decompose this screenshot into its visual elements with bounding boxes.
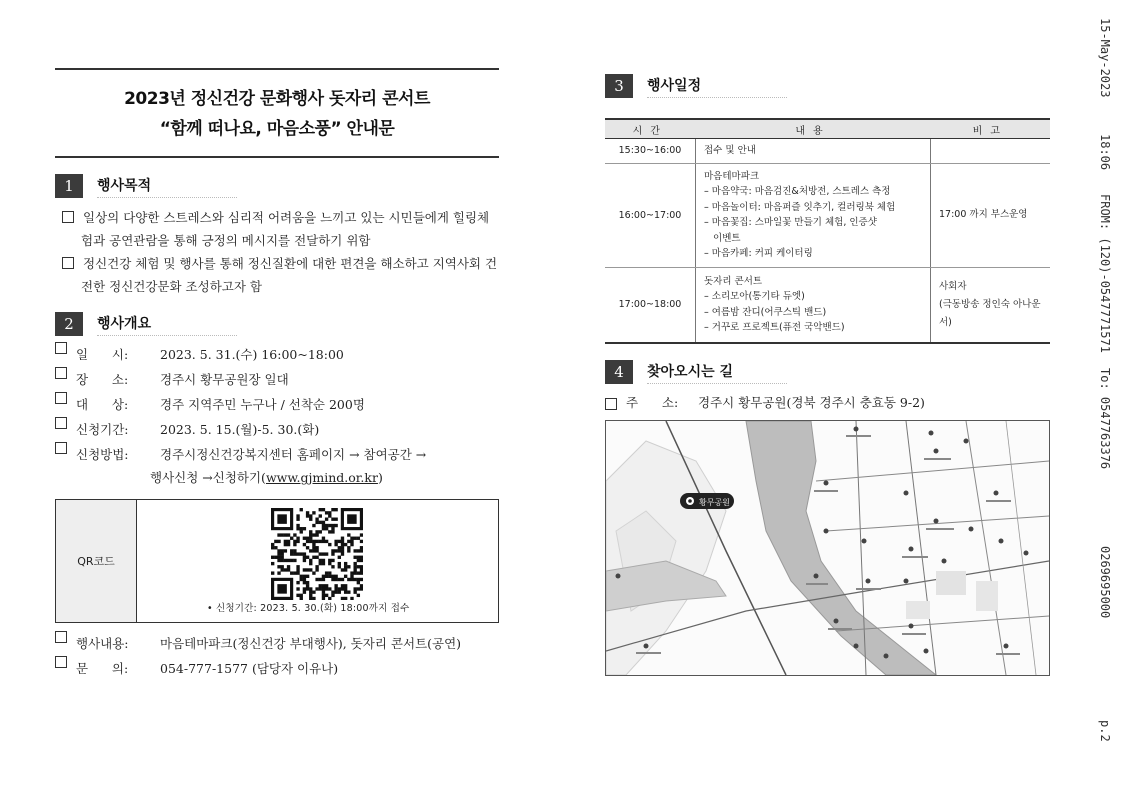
- section-number: 1: [55, 174, 83, 198]
- cell-note: 사회자 (극동방송 정인숙 아나운서): [931, 267, 1051, 343]
- cell-note: 17:00 까지 부스운영: [931, 163, 1051, 267]
- section-number: 3: [605, 74, 633, 98]
- checkbox-square-icon: [55, 656, 67, 668]
- section-directions: [605, 360, 1050, 676]
- section-title: 행사일정: [647, 75, 787, 98]
- section-header: [605, 360, 1050, 384]
- method-line-2: 행사신청 →신청하기(www.gjmind.or.kr): [150, 470, 383, 485]
- overview-row-place: 장 소: 경주시 황무공원장 일대: [55, 367, 499, 392]
- section-number: 2: [55, 312, 83, 336]
- fax-time: 18:06: [1098, 134, 1112, 171]
- qr-table: [55, 499, 499, 623]
- cell-note: [931, 139, 1051, 164]
- homepage-link[interactable]: www.gjmind.or.kr: [265, 470, 378, 485]
- checkbox-square-icon: [55, 367, 67, 379]
- column-header-content: 내용: [696, 119, 931, 139]
- title-line-2: “함께 떠나요, 마음소풍” 안내문: [159, 119, 395, 139]
- section-title: 찾아오시는 길: [647, 361, 787, 384]
- section-title: 행사목적: [97, 175, 237, 198]
- qr-note: • 신청기간: 2023. 5. 30.(화) 18:00까지 접수: [207, 603, 410, 614]
- fax-header: [1098, 18, 1116, 778]
- fax-page-number: p.2: [1098, 720, 1112, 742]
- section-schedule: [605, 74, 1050, 344]
- table-row: [605, 139, 1050, 164]
- section-purpose: [55, 174, 499, 298]
- qr-label: QR코드: [56, 500, 137, 622]
- checkbox-square-icon: [55, 392, 67, 404]
- title-line-1: 2023년 정신건강 문화행사 돗자리 콘서트: [124, 89, 430, 109]
- cell-content: 접수 및 안내: [696, 139, 931, 164]
- checkbox-square-icon: [62, 211, 74, 223]
- map-drawing: [606, 421, 1049, 675]
- section-number: 4: [605, 360, 633, 384]
- cell-time: 16:00~17:00: [605, 163, 696, 267]
- overview-row-method: 신청방법: 경주시정신건강복지센터 홈페이지 → 참여공간 →: [55, 442, 499, 467]
- qr-code-icon[interactable]: [271, 508, 363, 600]
- cell-time: 17:00~18:00: [605, 267, 696, 343]
- overview-row-date: 일 시: 2023. 5. 31.(수) 16:00~18:00: [55, 342, 499, 367]
- table-row: [605, 163, 1050, 267]
- map-pin-icon: [680, 493, 734, 509]
- cell-time: 15:30~16:00: [605, 139, 696, 164]
- overview-row-target: 대 상: 경주 지역주민 누구나 / 선착순 200명: [55, 392, 499, 417]
- fax-id: 0269695000: [1098, 546, 1112, 619]
- overview-row-contact: 문 의: 054-777-1577 (담당자 이유나): [55, 656, 499, 681]
- left-column: [55, 68, 499, 681]
- section-title: 행사개요: [97, 313, 237, 336]
- table-row: [605, 267, 1050, 343]
- column-header-note: 비고: [931, 119, 1051, 139]
- checkbox-square-icon: [55, 417, 67, 429]
- right-column: [605, 74, 1050, 676]
- section-header: [55, 312, 499, 336]
- document-title: [55, 68, 499, 158]
- overview-row-period: 신청기간: 2023. 5. 15.(월)-5. 30.(화): [55, 417, 499, 442]
- checkbox-square-icon: [55, 342, 67, 354]
- cell-content: 돗자리 콘서트 – 소리모아(통기타 듀엣) – 여름밤 잔디(어쿠스틱 밴드) – 거꾸로 프로젝트(퓨전 국악밴드): [696, 267, 931, 343]
- checkbox-square-icon: [62, 257, 74, 269]
- fax-to: To: 0547763376: [1098, 368, 1112, 470]
- section-header: [605, 74, 1050, 98]
- list-item: 일상의 다양한 스트레스와 심리적 어려움을 느끼고 있는 시민들에게 힐링체험과 공연관람을 통해 긍정의 메시지를 전달하기 위함: [55, 206, 499, 252]
- address-row: 주 소: 경주시 황무공원(경북 경주시 충효동 9-2): [605, 392, 1050, 414]
- checkbox-square-icon: [605, 398, 617, 410]
- checkbox-square-icon: [55, 442, 67, 454]
- schedule-table: [605, 118, 1050, 344]
- section-header: [55, 174, 499, 198]
- checkbox-square-icon: [55, 631, 67, 643]
- column-header-time: 시간: [605, 119, 696, 139]
- list-item: 정신건강 체험 및 행사를 통해 정신질환에 대한 편견을 해소하고 지역사회 건전한 정신건강문화 조성하고자 함: [55, 252, 499, 298]
- qr-cell: [137, 500, 498, 622]
- fax-date: 15-May-2023: [1098, 18, 1112, 98]
- svg-text:황무공원: 황무공원: [699, 498, 730, 507]
- section-overview: [55, 312, 499, 681]
- location-map[interactable]: [605, 420, 1050, 676]
- overview-row-content: 행사내용: 마음테마파크(정신건강 부대행사), 돗자리 콘서트(공연): [55, 631, 499, 656]
- fax-from: FROM: (120)-0547771571: [1098, 194, 1112, 353]
- cell-content: 마음테마파크 – 마음약국: 마음검진&처방전, 스트레스 측정 – 마음놀이터: 마음퍼즐 잇추기, 컬러링북 체험 – 마음꽃집: 스마일꽃 만들기 체험, 인증샷 이벤트 – 마음카페: 커피 케이터링: [696, 163, 931, 267]
